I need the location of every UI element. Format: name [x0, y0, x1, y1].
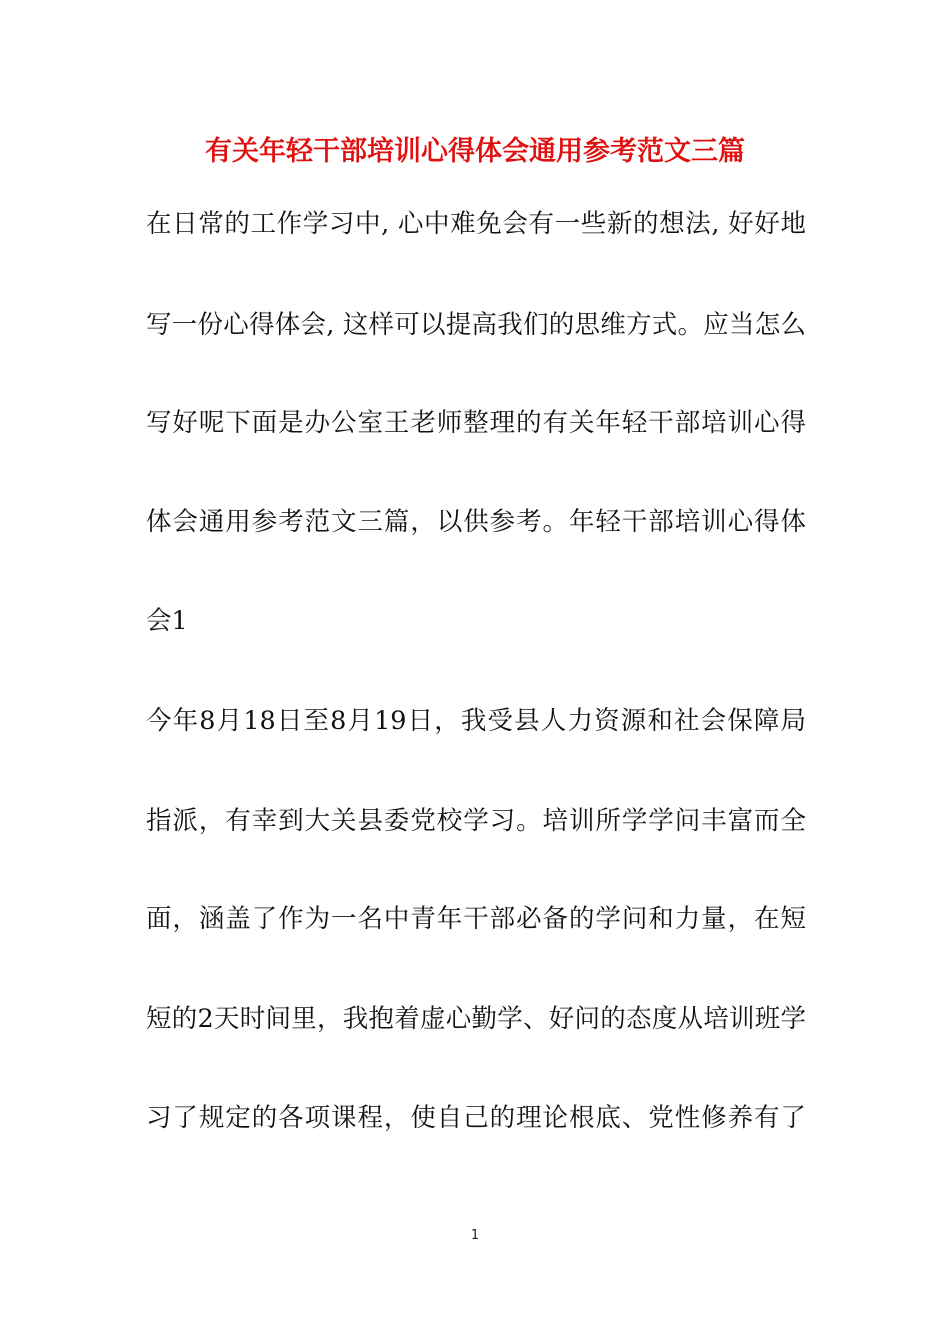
paragraph-line-5: 会1: [146, 606, 188, 636]
paragraph-line-3: 写好呢下面是办公室王老师整理的有关年轻干部培训心得: [146, 408, 806, 438]
paragraph-line-10: 习了规定的各项课程，使自己的理论根底、党性修养有了: [146, 1103, 806, 1133]
document-title: 有关年轻干部培训心得体会通用参考范文三篇: [205, 136, 745, 167]
paragraph-line-7: 指派，有幸到大关县委党校学习。培训所学学问丰富而全: [146, 806, 806, 836]
paragraph-line-2: 写一份心得体会, 这样可以提高我们的思维方式。应当怎么: [146, 310, 806, 340]
paragraph-line-1: 在日常的工作学习中, 心中难免会有一些新的想法, 好好地: [146, 209, 806, 239]
paragraph-line-6: 今年8月18日至8月19日，我受县人力资源和社会保障局: [146, 706, 806, 736]
paragraph-line-8: 面，涵盖了作为一名中青年干部必备的学问和力量，在短: [146, 904, 806, 934]
paragraph-line-4: 体会通用参考范文三篇，以供参考。年轻干部培训心得体: [146, 507, 806, 537]
page-number: 1: [470, 1228, 480, 1243]
paragraph-line-9: 短的2天时间里，我抱着虚心勤学、好问的态度从培训班学: [146, 1004, 806, 1034]
